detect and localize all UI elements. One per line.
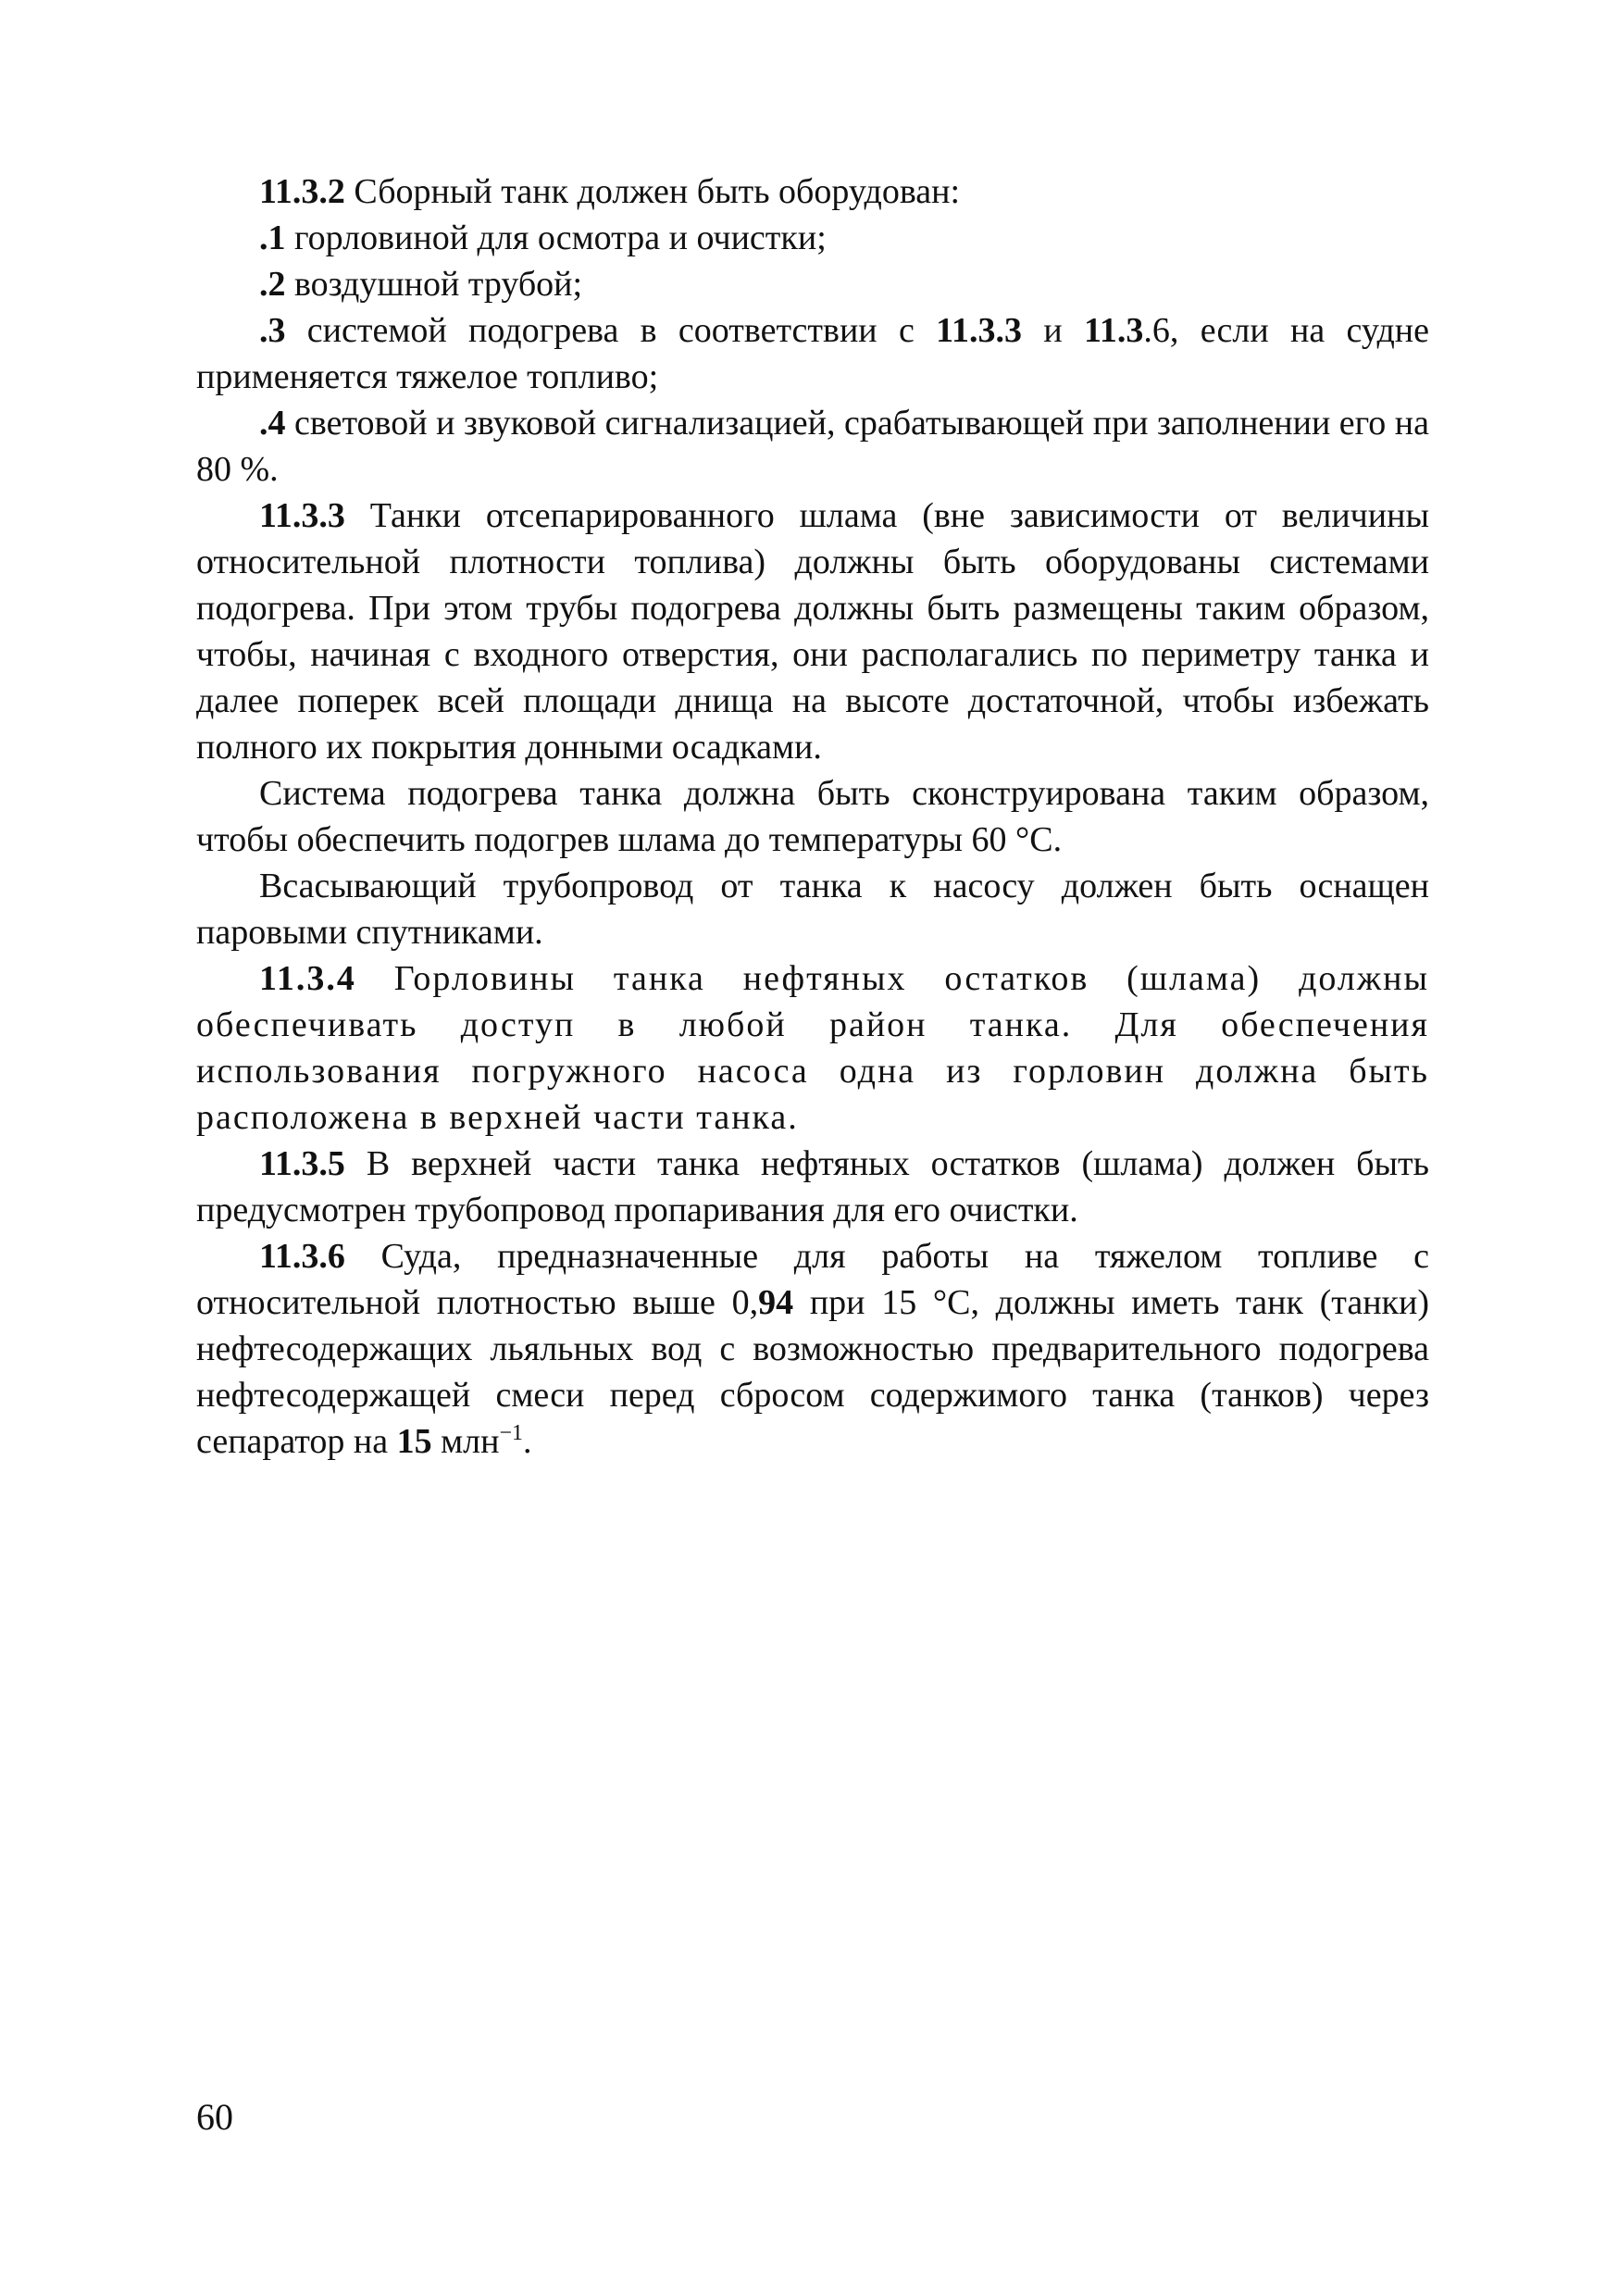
cross-reference-suffix: .6	[1143, 311, 1170, 350]
paragraph-text: , если на судне применяется тяжелое топливо;	[196, 311, 1429, 396]
list-item-2	[196, 261, 1429, 307]
paragraph-text: В верхней части танка нефтяных остатков (шлама) должен быть предусмотрен трубопровод пропаривания для его очистки.	[196, 1144, 1429, 1229]
cross-reference: 11.3	[1083, 311, 1144, 350]
item-number: .3	[259, 311, 286, 350]
text-block	[196, 168, 1429, 1465]
paragraph-11-3-5	[196, 1141, 1429, 1233]
paragraph-text: и	[1022, 311, 1084, 350]
cross-reference: 11.3.3	[936, 311, 1023, 350]
paragraph-text: Всасывающий трубопровод от танка к насосу должен быть оснащен паровыми спутниками.	[196, 867, 1429, 952]
item-number: .4	[259, 404, 286, 443]
paragraph-text: Сборный танк должен быть оборудован:	[344, 172, 961, 211]
paragraph-text: горловиной для осмотра и очистки;	[285, 218, 827, 257]
bold-value: 94	[758, 1283, 794, 1322]
paragraph-11-3-3	[196, 493, 1429, 770]
paragraph-heating-system	[196, 770, 1429, 863]
section-number: 11.3.2	[259, 172, 345, 211]
paragraph-text: воздушной трубой;	[285, 265, 583, 304]
paragraph-11-3-4	[196, 955, 1429, 1141]
paragraph-suction-pipe	[196, 863, 1429, 955]
paragraph-text: Система подогрева танка должна быть сконструирована таким образом, чтобы обеспечить подогрев шлама до температуры 60 °С.	[196, 774, 1429, 859]
paragraph-text: Суда, предназначенные для работы на тяжелом топливе с относительной плотностью выше 0,	[196, 1237, 1429, 1322]
paragraph-text: системой подогрева в соответствии с	[285, 311, 937, 350]
list-item-1	[196, 215, 1429, 261]
item-number: .2	[259, 265, 286, 304]
paragraph-11-3-6	[196, 1233, 1429, 1465]
section-number: 11.3.5	[259, 1144, 345, 1183]
paragraph-text: Горловины танка нефтяных остатков (шлама) должны обеспечивать доступ в любой район танка. Для обеспечения использования погружного насоса одна из горловин должна быть расположена в верхней части танка.	[196, 959, 1429, 1137]
bold-value: 15	[396, 1422, 432, 1461]
section-number: 11.3.6	[259, 1237, 345, 1276]
unit-exponent: −1	[499, 1421, 523, 1445]
paragraph-end: .	[523, 1422, 532, 1461]
list-item-3	[196, 307, 1429, 400]
paragraph-11-3-2	[196, 168, 1429, 215]
list-item-4	[196, 400, 1429, 493]
paragraph-text: при 15 °С, должны иметь танк (танки) нефтесодержащих льяльных вод с возможностью предварительного подогрева нефтесодержащей смеси перед сбросом содержимого танка (танков) через сепаратор на	[196, 1283, 1429, 1461]
section-number: 11.3.3	[259, 496, 345, 535]
page-number: 60	[196, 2096, 233, 2138]
item-number: .1	[259, 218, 286, 257]
paragraph-text: Танки отсепарированного шлама (вне зависимости от величины относительной плотности топлива) должны быть оборудованы системами подогрева. При этом трубы подогрева должны быть размещены таким образом, чтобы, начиная с входного отверстия, они располагались по периметру танка и далее поперек всей площади днища на высоте достаточной, чтобы избежать полного их покрытия донными осадками.	[196, 496, 1429, 767]
section-number: 11.3.4	[259, 959, 356, 998]
paragraph-text: световой и звуковой сигнализацией, срабатывающей при заполнении его на 80 %.	[196, 404, 1430, 489]
unit-text: млн	[431, 1422, 500, 1461]
